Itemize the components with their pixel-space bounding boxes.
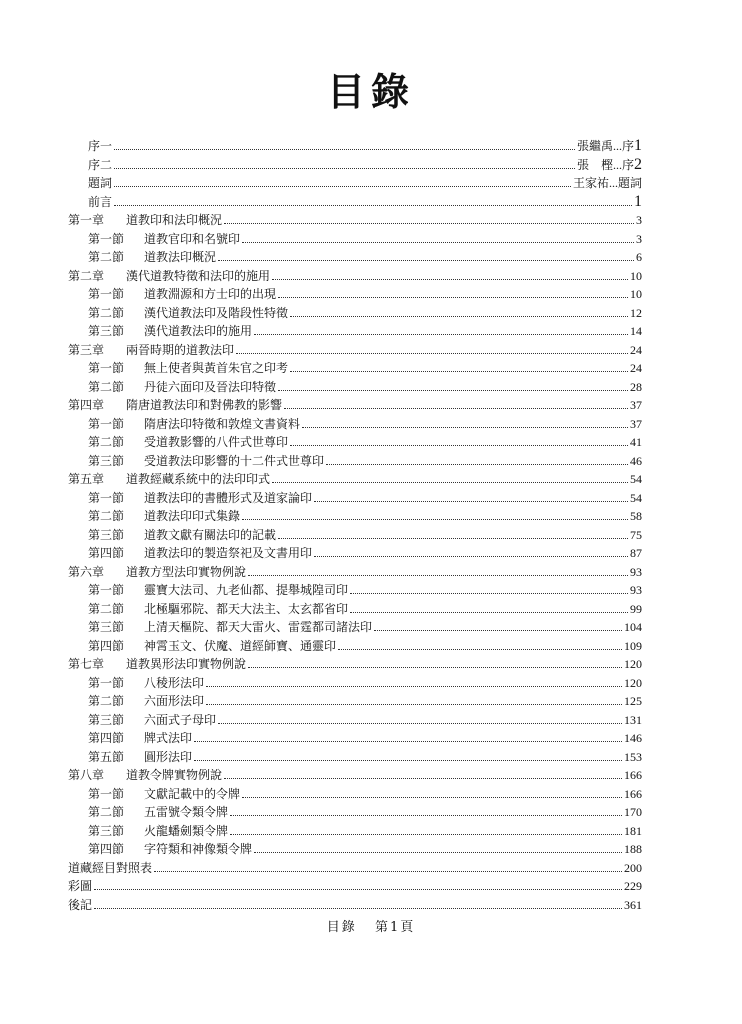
entry-number: 第二節 <box>88 305 125 320</box>
chapter-row <box>68 470 642 489</box>
dot-leader <box>248 667 622 668</box>
entry-title: 牌式法印 <box>144 731 193 745</box>
section-row <box>68 489 642 508</box>
entry-label <box>88 748 192 767</box>
entry-title: 道教印和法印概況 <box>126 213 223 227</box>
entry-label <box>88 230 240 249</box>
entry-title: 隋唐道教法印和對佛教的影響 <box>126 398 283 412</box>
entry-page-number: 99 <box>630 601 642 616</box>
preface-row <box>68 137 642 156</box>
entry-page-number: 153 <box>624 749 642 764</box>
entry-number: 第三節 <box>88 453 125 468</box>
entry-title: 彩圖 <box>68 879 93 893</box>
dot-leader <box>242 797 622 798</box>
chapter-row <box>68 766 642 785</box>
entry-label <box>68 563 246 582</box>
entry-title: 無上使者與黃首朱官之印考 <box>144 361 289 375</box>
preface-page <box>634 193 642 212</box>
entry-title: 後記 <box>68 897 93 912</box>
section-row <box>68 840 642 859</box>
entry-number: 第三節 <box>88 712 125 727</box>
entry-page-number: 188 <box>624 842 642 856</box>
entry-page-number: 200 <box>624 860 642 875</box>
preface-label: 題詞 <box>88 176 113 190</box>
dot-leader <box>194 741 622 742</box>
entry-label <box>68 877 92 896</box>
section-row <box>68 600 642 619</box>
entry-page-number: 58 <box>630 509 642 523</box>
dot-leader <box>254 852 622 853</box>
dot-leader <box>242 519 628 520</box>
entry-label <box>88 840 252 859</box>
dot-leader <box>278 297 628 298</box>
entry-number: 第一節 <box>88 416 125 431</box>
entry-page-number: 146 <box>624 731 642 745</box>
dot-leader <box>338 649 622 650</box>
entry-page-number: 41 <box>630 435 642 449</box>
entry-page-number: 104 <box>624 620 642 634</box>
section-row <box>68 729 642 748</box>
dot-leader <box>218 723 622 724</box>
preface-label: 前言 <box>88 194 113 209</box>
entry-page-number: 24 <box>630 342 642 357</box>
entry-number: 第四節 <box>88 546 125 560</box>
section-row <box>68 304 642 323</box>
preface-page-number: 2 <box>634 155 642 173</box>
section-row <box>68 803 642 822</box>
entry-title: 道教文獻有關法印的記載 <box>144 527 277 542</box>
entry-title: 圓形法印 <box>144 749 193 764</box>
entry-title: 兩晉時期的道教法印 <box>126 342 235 357</box>
preface-page: 張 樫...序2 <box>576 155 642 173</box>
dot-leader <box>206 686 622 687</box>
entry-page-number: 361 <box>624 897 642 912</box>
preface-row <box>68 193 642 212</box>
preface-page-number: 1 <box>634 192 642 210</box>
entry-title: 受道教法印影響的十二件式世尊印 <box>144 453 325 468</box>
footer-section-label: 目錄 <box>326 920 357 935</box>
entry-number: 第一節 <box>88 490 125 505</box>
entry-page-number: 14 <box>630 324 642 338</box>
preface-author: 張 樫 <box>576 157 613 172</box>
entry-number: 第六章 <box>68 564 105 579</box>
entry-number: 第五節 <box>88 749 125 764</box>
entry-label <box>88 544 312 563</box>
entry-page-number: 3 <box>636 231 642 246</box>
preface-label: 序二 <box>88 157 113 172</box>
section-row <box>68 359 642 378</box>
entry-label <box>88 322 252 341</box>
entry-label <box>88 248 216 267</box>
preface-row <box>68 174 642 193</box>
entry-title: 火龍蟠劍類令牌 <box>144 823 229 838</box>
entry-page-number: 46 <box>630 453 642 468</box>
preface-author: 王家祐 <box>572 176 609 190</box>
entry-page-number: 170 <box>624 805 642 819</box>
entry-title: 文獻記載中的令牌 <box>144 786 241 801</box>
entry-label <box>88 452 324 471</box>
entry-title: 道教法印的製造祭祀及文書用印 <box>144 546 313 560</box>
dot-leader <box>194 760 622 761</box>
entry-page-number: 75 <box>630 527 642 542</box>
section-row <box>68 526 642 545</box>
section-row <box>68 785 642 804</box>
entry-title: 道教令牌實物例說 <box>126 768 223 782</box>
entry-page-number: 166 <box>624 786 642 801</box>
dot-leader <box>314 556 628 557</box>
preface-label: 序一 <box>88 139 113 153</box>
dot-leader <box>218 260 634 261</box>
entry-number: 第一節 <box>88 361 125 375</box>
entry-title: 漢代道教特徵和法印的施用 <box>126 268 271 283</box>
entry-label <box>88 489 312 508</box>
entry-label <box>88 304 288 323</box>
dot-leader <box>278 390 628 391</box>
entry-label <box>88 729 192 748</box>
section-row <box>68 230 642 249</box>
entry-number: 第二節 <box>88 694 125 708</box>
entry-title: 北極驅邪院、都天大法主、太玄都省印 <box>144 601 349 616</box>
section-row <box>68 637 642 656</box>
chapter-row <box>68 859 642 878</box>
chapter-row <box>68 655 642 674</box>
entry-label <box>88 822 228 841</box>
entry-page-number: 181 <box>624 823 642 838</box>
entry-page-number: 54 <box>630 472 642 486</box>
table-of-contents <box>68 137 642 914</box>
entry-label <box>88 359 288 378</box>
entry-number: 第二節 <box>88 379 125 394</box>
entry-label <box>88 711 216 730</box>
entry-title: 道教淵源和方士印的出現 <box>144 287 277 301</box>
entry-page-number: 93 <box>630 583 642 597</box>
entry-number: 第四章 <box>68 398 105 412</box>
entry-title: 道教異形法印實物例說 <box>126 657 247 671</box>
entry-page-number: 166 <box>624 768 642 782</box>
entry-title: 上清天樞院、都天大雷火、雷霆都司諸法印 <box>144 620 373 634</box>
entry-page-number: 120 <box>624 657 642 671</box>
entry-page-number: 229 <box>624 879 642 893</box>
entry-page-number: 120 <box>624 675 642 690</box>
entry-page-number: 24 <box>630 361 642 375</box>
entry-page-number: 87 <box>630 546 642 560</box>
dot-leader <box>242 242 634 243</box>
dot-leader <box>236 353 628 354</box>
dot-leader <box>290 316 628 317</box>
entry-number: 第三章 <box>68 342 105 357</box>
dot-leader <box>94 908 622 909</box>
entry-title: 道教官印和名號印 <box>144 231 241 246</box>
dot-leader <box>114 205 632 206</box>
entry-label <box>88 507 240 526</box>
dot-leader <box>94 889 622 890</box>
dot-leader <box>278 538 628 539</box>
preface-suffix: 序 <box>621 157 634 172</box>
entry-title: 神霄玉文、伏魔、道經師寶、通靈印 <box>144 638 337 653</box>
dot-leader <box>224 223 634 224</box>
entry-number: 第一節 <box>88 786 125 801</box>
entry-title: 道教法印的書體形式及道家論印 <box>144 490 313 505</box>
dot-leader <box>254 334 628 335</box>
entry-label <box>88 600 348 619</box>
section-row <box>68 452 642 471</box>
entry-page-number: 6 <box>636 250 642 264</box>
entry-label <box>68 267 270 286</box>
entry-title: 漢代道教法印及階段性特徵 <box>144 305 289 320</box>
entry-label <box>68 470 270 489</box>
chapter-row <box>68 211 642 230</box>
entry-title: 六面形法印 <box>144 694 205 708</box>
chapter-row <box>68 896 642 915</box>
section-row <box>68 692 642 711</box>
entry-number: 第三節 <box>88 527 125 542</box>
dot-leader <box>154 871 622 872</box>
dot-leader <box>272 279 628 280</box>
entry-title: 道教法印印式集錄 <box>144 509 241 523</box>
entry-title: 八稜形法印 <box>144 675 205 690</box>
entry-label <box>88 618 372 637</box>
entry-page-number: 10 <box>630 287 642 301</box>
section-row <box>68 415 642 434</box>
entry-label <box>88 415 300 434</box>
section-row <box>68 674 642 693</box>
entry-number: 第一節 <box>88 675 125 690</box>
entry-label <box>88 433 288 452</box>
entry-label <box>88 285 276 304</box>
entry-title: 丹徒六面印及晉法印特徵 <box>144 379 277 394</box>
entry-page-number: 12 <box>630 305 642 320</box>
section-row <box>68 711 642 730</box>
entry-number: 第一章 <box>68 213 105 227</box>
section-row <box>68 618 642 637</box>
entry-title: 道教法印概況 <box>144 250 217 264</box>
chapter-row <box>68 341 642 360</box>
entry-number: 第四節 <box>88 638 125 653</box>
entry-label <box>68 859 152 878</box>
dot-leader <box>206 704 622 705</box>
chapter-row <box>68 267 642 286</box>
page-footer <box>0 916 742 935</box>
entry-label <box>88 581 348 600</box>
entry-label <box>68 341 234 360</box>
dot-leader <box>224 778 622 779</box>
section-row <box>68 748 642 767</box>
chapter-row <box>68 563 642 582</box>
dot-leader <box>350 593 628 594</box>
section-row <box>68 433 642 452</box>
entry-page-number: 93 <box>630 564 642 579</box>
entry-number: 第二節 <box>88 805 125 819</box>
entry-page-number: 28 <box>630 379 642 394</box>
dot-leader <box>350 612 628 613</box>
entry-number: 第一節 <box>88 231 125 246</box>
entry-number: 第一節 <box>88 583 125 597</box>
dot-leader <box>114 149 575 150</box>
preface-suffix: 題詞 <box>617 176 642 190</box>
entry-number: 第四節 <box>88 842 125 856</box>
entry-number: 第七章 <box>68 657 105 671</box>
entry-page-number: 3 <box>636 213 642 227</box>
dot-leader <box>272 482 628 483</box>
entry-title: 漢代道教法印的施用 <box>144 324 253 338</box>
entry-page-number: 54 <box>630 490 642 505</box>
entry-title: 六面式子母印 <box>144 712 217 727</box>
entry-number: 第二節 <box>88 250 125 264</box>
section-row <box>68 378 642 397</box>
entry-number: 第三節 <box>88 324 125 338</box>
entry-label <box>88 637 336 656</box>
dot-leader <box>230 815 622 816</box>
section-row <box>68 507 642 526</box>
entry-number: 第三節 <box>88 823 125 838</box>
entry-label <box>68 766 222 785</box>
footer-page-number: 第1頁 <box>374 920 416 935</box>
entry-label <box>68 655 246 674</box>
entry-number: 第三節 <box>88 620 125 634</box>
section-row <box>68 581 642 600</box>
dot-leader <box>114 168 575 169</box>
dot-leader <box>284 408 628 409</box>
preface-row <box>68 156 642 175</box>
dot-leader <box>248 575 628 576</box>
preface-page: 王家祐...題詞 <box>572 176 642 190</box>
entry-number: 第四節 <box>88 731 125 745</box>
entry-label <box>88 526 276 545</box>
entry-title: 道藏經目對照表 <box>68 860 153 875</box>
entry-label <box>88 785 240 804</box>
chapter-row <box>68 877 642 896</box>
preface-page-number: 1 <box>634 137 642 154</box>
dot-leader <box>326 464 628 465</box>
entry-number: 第二節 <box>88 435 125 449</box>
entry-number: 第八章 <box>68 768 105 782</box>
dot-leader <box>374 630 622 631</box>
entry-label <box>88 378 276 397</box>
entry-title: 字符類和神像類令牌 <box>144 842 253 856</box>
dot-leader <box>114 186 571 187</box>
entry-label <box>88 674 204 693</box>
preface-author: 張繼禹 <box>576 139 613 153</box>
entry-page-number: 37 <box>630 398 642 412</box>
section-row <box>68 544 642 563</box>
dot-leader <box>302 427 628 428</box>
entry-title: 道教經藏系統中的法印印式 <box>126 472 271 486</box>
entry-label <box>88 692 204 711</box>
entry-page-number: 125 <box>624 694 642 708</box>
preface-suffix: 序 <box>621 139 634 153</box>
preface-page: 張繼禹...序1 <box>576 137 642 154</box>
entry-label <box>68 396 282 415</box>
entry-number: 第五章 <box>68 472 105 486</box>
chapter-row <box>68 396 642 415</box>
dot-leader <box>290 371 628 372</box>
entry-label <box>68 211 222 230</box>
entry-page-number: 131 <box>624 712 642 727</box>
entry-page-number: 109 <box>624 638 642 653</box>
page-title: 目錄 <box>326 69 415 114</box>
entry-number: 第一節 <box>88 287 125 301</box>
entry-label <box>68 896 92 915</box>
entry-label <box>88 803 228 822</box>
entry-number: 第二章 <box>68 268 105 283</box>
section-row <box>68 822 642 841</box>
section-row <box>68 248 642 267</box>
entry-number: 第二節 <box>88 601 125 616</box>
entry-title: 五雷號令類令牌 <box>144 805 229 819</box>
dot-leader <box>314 501 628 502</box>
entry-page-number: 37 <box>630 416 642 431</box>
entry-page-number: 10 <box>630 268 642 283</box>
dot-leader <box>230 834 622 835</box>
entry-number: 第二節 <box>88 509 125 523</box>
entry-title: 靈寶大法司、九老仙都、提舉城隍司印 <box>144 583 349 597</box>
dot-leader <box>290 445 628 446</box>
entry-title: 受道教影響的八件式世尊印 <box>144 435 289 449</box>
entry-title: 隋唐法印特徵和敦煌文書資料 <box>144 416 301 431</box>
entry-title: 道教方型法印實物例說 <box>126 564 247 579</box>
section-row <box>68 285 642 304</box>
section-row <box>68 322 642 341</box>
